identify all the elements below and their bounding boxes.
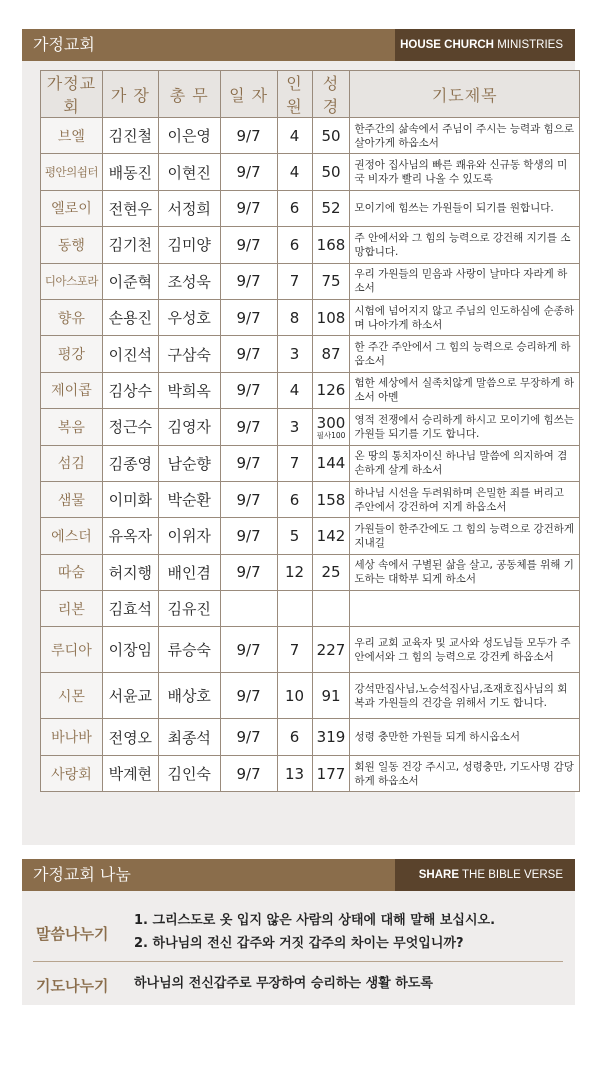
- count-cell: 6: [277, 719, 312, 755]
- count-cell: 4: [277, 372, 312, 408]
- leader-cell: 손용진: [102, 299, 158, 335]
- count-cell: 3: [277, 409, 312, 445]
- church-cell: 섬김: [41, 445, 103, 481]
- table-row: [41, 554, 580, 590]
- prayer-cell: 주 안에서와 그 힘의 능력으로 강건해 지기를 소망합니다.: [350, 227, 580, 263]
- count-cell: 6: [277, 481, 312, 517]
- prayer-cell: 강석만집사님,노승석집사님,조재호집사님의 회복과 가원들의 건강을 위해서 기도 합니다.: [350, 673, 580, 719]
- secretary-cell: 최종석: [158, 719, 220, 755]
- bible-count-cell: 52: [312, 190, 350, 226]
- table-row: [41, 409, 580, 445]
- leader-cell: 정근수: [102, 409, 158, 445]
- church-cell: 복음: [41, 409, 103, 445]
- prayer-cell: 영적 전쟁에서 승리하게 하시고 모이기에 힘쓰는 가원들 되기를 기도 합니다.: [350, 409, 580, 445]
- date-cell: 9/7: [220, 673, 277, 719]
- divider: [33, 961, 563, 962]
- date-cell: 9/7: [220, 190, 277, 226]
- leader-cell: 서윤교: [102, 673, 158, 719]
- section-tag: SHARE THE BIBLE VERSE: [395, 859, 575, 891]
- date-cell: 9/7: [220, 518, 277, 554]
- date-cell: 9/7: [220, 445, 277, 481]
- table-row: [41, 591, 580, 627]
- church-cell: 브엘: [41, 118, 103, 154]
- count-cell: 4: [277, 154, 312, 190]
- bible-count-cell: 87: [312, 336, 350, 372]
- secretary-cell: 김영자: [158, 409, 220, 445]
- leader-cell: 허지행: [102, 554, 158, 590]
- secretary-cell: 김유진: [158, 591, 220, 627]
- church-cell: 디아스포라: [41, 263, 103, 299]
- table-row: [41, 118, 580, 154]
- bible-count-cell: 158: [312, 481, 350, 517]
- church-cell: 따숨: [41, 554, 103, 590]
- secretary-cell: 서정희: [158, 190, 220, 226]
- date-cell: 9/7: [220, 118, 277, 154]
- table-row: [41, 263, 580, 299]
- date-cell: 9/7: [220, 154, 277, 190]
- bible-count-cell: 319: [312, 719, 350, 755]
- church-cell: 시몬: [41, 673, 103, 719]
- table-row: [41, 518, 580, 554]
- secretary-cell: 류승숙: [158, 627, 220, 673]
- house-church-header: [22, 29, 575, 61]
- secretary-cell: 이위자: [158, 518, 220, 554]
- table-row: [41, 372, 580, 408]
- bible-count-cell: 75: [312, 263, 350, 299]
- secretary-cell: 김미양: [158, 227, 220, 263]
- column-header: 기도제목: [350, 71, 580, 118]
- question-item: 1. 그리스도로 옷 입지 않은 사람의 상태에 대해 말해 보십시오.: [134, 913, 496, 928]
- bible-count-cell: 25: [312, 554, 350, 590]
- count-cell: 10: [277, 673, 312, 719]
- prayer-sharing-label: 기도나누기: [36, 977, 109, 995]
- column-header: 총 무: [158, 71, 220, 118]
- leader-cell: 김종영: [102, 445, 158, 481]
- date-cell: 9/7: [220, 372, 277, 408]
- prayer-cell: 성령 충만한 가원들 되게 하시옵소서: [350, 719, 580, 755]
- church-cell: 바나바: [41, 719, 103, 755]
- table-row: [41, 481, 580, 517]
- prayer-cell: 한주간의 삶속에서 주님이 주시는 능력과 힘으로 살아가게 하옵소서: [350, 118, 580, 154]
- leader-cell: 이진석: [102, 336, 158, 372]
- prayer-cell: 시험에 넘어지지 않고 주님의 인도하심에 순종하며 나아가게 하소서: [350, 299, 580, 335]
- prayer-cell: 권정아 집사님의 빠른 쾌유와 신규동 학생의 미국 비자가 빨리 나올 수 있도록: [350, 154, 580, 190]
- date-cell: 9/7: [220, 336, 277, 372]
- sharing-panel: [22, 859, 575, 1005]
- leader-cell: 김기천: [102, 227, 158, 263]
- table-row: [41, 190, 580, 226]
- secretary-cell: 이현진: [158, 154, 220, 190]
- count-cell: 6: [277, 190, 312, 226]
- table-row: [41, 154, 580, 190]
- bible-count-cell: [312, 591, 350, 627]
- table-row: [41, 227, 580, 263]
- date-cell: 9/7: [220, 299, 277, 335]
- prayer-cell: [350, 591, 580, 627]
- count-cell: 7: [277, 263, 312, 299]
- bible-sub-note: 필사100: [316, 430, 346, 440]
- prayer-cell: 험한 세상에서 실족치않게 말씀으로 무장하게 하소서 아멘: [350, 372, 580, 408]
- prayer-cell: 모이기에 힘쓰는 가원들이 되기를 원합니다.: [350, 190, 580, 226]
- church-cell: 평안의쉼터: [41, 154, 103, 190]
- church-cell: 제이콥: [41, 372, 103, 408]
- sharing-header: [22, 859, 575, 891]
- leader-cell: 유옥자: [102, 518, 158, 554]
- table-row: [41, 336, 580, 372]
- secretary-cell: 우성호: [158, 299, 220, 335]
- bible-count-cell: 50: [312, 154, 350, 190]
- secretary-cell: 구삼숙: [158, 336, 220, 372]
- leader-cell: 이준혁: [102, 263, 158, 299]
- bible-count-cell: 91: [312, 673, 350, 719]
- table-header-row: [41, 71, 580, 118]
- table-row: [41, 299, 580, 335]
- count-cell: 7: [277, 445, 312, 481]
- leader-cell: 김상수: [102, 372, 158, 408]
- leader-cell: 배동진: [102, 154, 158, 190]
- section-title: 가정교회: [22, 29, 395, 61]
- date-cell: 9/7: [220, 755, 277, 791]
- table-row: [41, 673, 580, 719]
- secretary-cell: 이은영: [158, 118, 220, 154]
- count-cell: 7: [277, 627, 312, 673]
- date-cell: 9/7: [220, 409, 277, 445]
- prayer-cell: 가원들이 한주간에도 그 힘의 능력으로 강건하게 지내길: [350, 518, 580, 554]
- bible-count-cell: 108: [312, 299, 350, 335]
- table-row: [41, 445, 580, 481]
- date-cell: 9/7: [220, 627, 277, 673]
- bible-count-cell: 142: [312, 518, 350, 554]
- word-sharing-label: 말씀나누기: [36, 925, 109, 943]
- secretary-cell: 박희옥: [158, 372, 220, 408]
- date-cell: 9/7: [220, 227, 277, 263]
- secretary-cell: 배상호: [158, 673, 220, 719]
- church-cell: 동행: [41, 227, 103, 263]
- prayer-cell: 회원 일동 건강 주시고, 성령충만, 기도사명 감당하게 하옵소서: [350, 755, 580, 791]
- prayer-cell: 우리 가원들의 믿음과 사랑이 날마다 자라게 하소서: [350, 263, 580, 299]
- date-cell: 9/7: [220, 263, 277, 299]
- bible-count-cell: 177: [312, 755, 350, 791]
- secretary-cell: 조성욱: [158, 263, 220, 299]
- column-header: 성 경: [312, 71, 350, 118]
- bible-count-cell: 300 필사100: [312, 409, 350, 445]
- secretary-cell: 배인겸: [158, 554, 220, 590]
- bible-count-cell: 144: [312, 445, 350, 481]
- house-church-table: [40, 70, 580, 792]
- church-cell: 리본: [41, 591, 103, 627]
- count-cell: 8: [277, 299, 312, 335]
- question-item: 2. 하나님의 전신 갑주와 거짓 갑주의 차이는 무엇입니까?: [134, 936, 464, 951]
- table-row: [41, 719, 580, 755]
- date-cell: 9/7: [220, 554, 277, 590]
- prayer-cell: 한 주간 주안에서 그 힘의 능력으로 승리하게 하옵소서: [350, 336, 580, 372]
- secretary-cell: 박순환: [158, 481, 220, 517]
- bible-count-cell: 50: [312, 118, 350, 154]
- bible-count-cell: 168: [312, 227, 350, 263]
- column-header: 가정교회: [41, 71, 103, 118]
- section-title: 가정교회 나눔: [22, 859, 395, 891]
- church-cell: 에스더: [41, 518, 103, 554]
- count-cell: 5: [277, 518, 312, 554]
- prayer-cell: 우리 교회 교육자 및 교사와 성도님들 모두가 주 안에서와 그 힘의 능력으로 강건케 하옵소서: [350, 627, 580, 673]
- count-cell: 13: [277, 755, 312, 791]
- column-header: 가 장: [102, 71, 158, 118]
- count-cell: 12: [277, 554, 312, 590]
- leader-cell: 김진철: [102, 118, 158, 154]
- secretary-cell: 남순향: [158, 445, 220, 481]
- prayer-cell: 세상 속에서 구별된 삶을 살고, 공동체를 위해 기도하는 대학부 되게 하소서: [350, 554, 580, 590]
- word-sharing-questions: [134, 909, 495, 955]
- church-cell: 엘로이: [41, 190, 103, 226]
- table-row: [41, 627, 580, 673]
- count-cell: 6: [277, 227, 312, 263]
- leader-cell: 이장임: [102, 627, 158, 673]
- prayer-cell: 온 땅의 통치자이신 하나님 말씀에 의지하여 겸손하게 살게 하소서: [350, 445, 580, 481]
- column-header: 일 자: [220, 71, 277, 118]
- date-cell: [220, 591, 277, 627]
- prayer-cell: 하나님 시선을 두려워하며 은밀한 죄를 버리고 주안에서 강건하여 지게 하옵소서: [350, 481, 580, 517]
- bible-count-cell: 126: [312, 372, 350, 408]
- table-row: [41, 755, 580, 791]
- section-tag: HOUSE CHURCH MINISTRIES: [395, 29, 575, 61]
- prayer-sharing-text: 하나님의 전신갑주로 무장하여 승리하는 생활 하도록: [134, 976, 433, 991]
- leader-cell: 박계현: [102, 755, 158, 791]
- church-cell: 사랑회: [41, 755, 103, 791]
- church-cell: 루디아: [41, 627, 103, 673]
- date-cell: 9/7: [220, 481, 277, 517]
- count-cell: [277, 591, 312, 627]
- house-church-panel: [22, 29, 575, 845]
- leader-cell: 이미화: [102, 481, 158, 517]
- leader-cell: 전현우: [102, 190, 158, 226]
- count-cell: 4: [277, 118, 312, 154]
- bible-count-cell: 227: [312, 627, 350, 673]
- church-cell: 평강: [41, 336, 103, 372]
- date-cell: 9/7: [220, 719, 277, 755]
- secretary-cell: 김인숙: [158, 755, 220, 791]
- leader-cell: 전영오: [102, 719, 158, 755]
- leader-cell: 김효석: [102, 591, 158, 627]
- church-cell: 샘물: [41, 481, 103, 517]
- church-cell: 향유: [41, 299, 103, 335]
- column-header: 인 원: [277, 71, 312, 118]
- count-cell: 3: [277, 336, 312, 372]
